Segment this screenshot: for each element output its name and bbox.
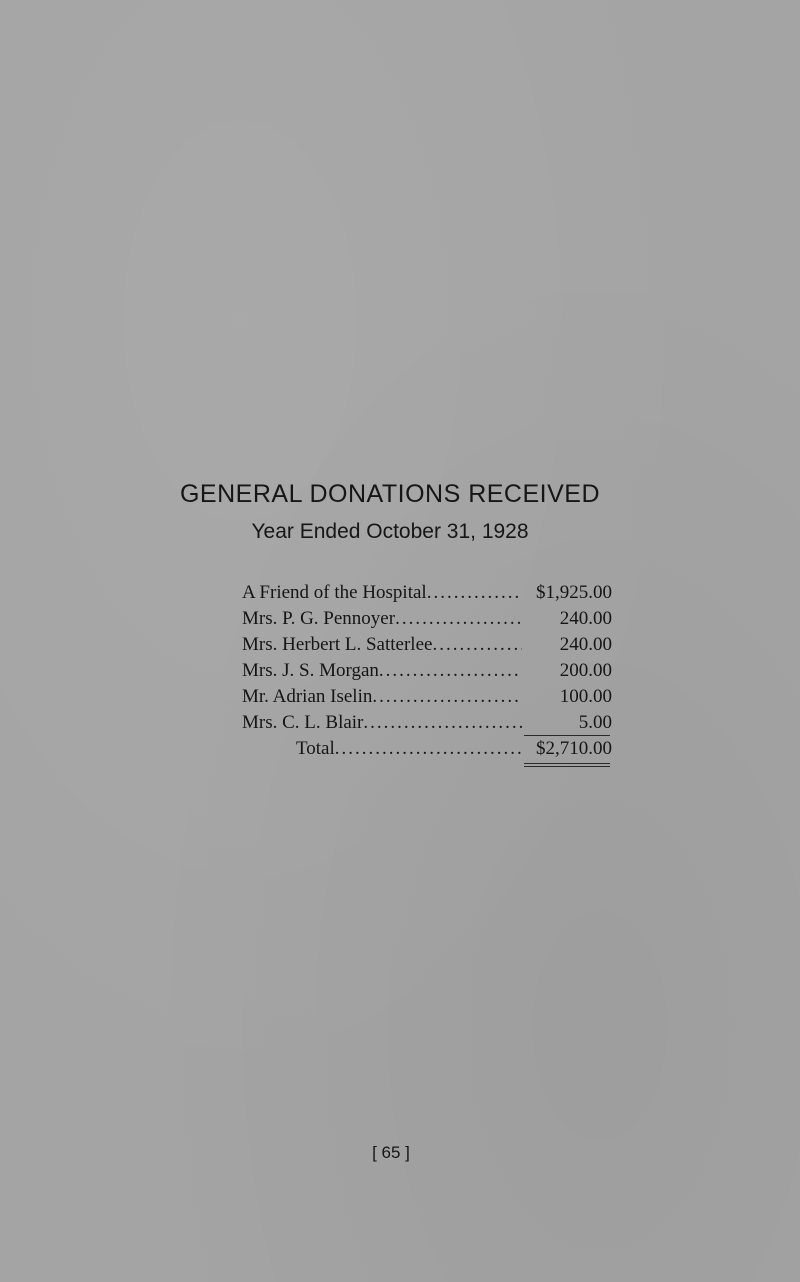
donation-amount: 5.00 (578, 712, 612, 733)
dot-leader (379, 660, 522, 682)
donor-name: Mrs. P. G. Pennoyer (242, 608, 396, 629)
dot-leader (395, 608, 522, 630)
total-section (296, 738, 612, 764)
dot-leader (432, 634, 522, 656)
donation-row (242, 582, 612, 608)
donations-list (242, 582, 612, 738)
donation-amount: 240.00 (559, 634, 612, 655)
donor-name: Mrs. J. S. Morgan (242, 660, 379, 681)
donor-name: Mrs. Herbert L. Satterlee (242, 634, 433, 655)
dot-leader (363, 712, 522, 734)
total-rule-top (524, 735, 610, 736)
donor-name: Mr. Adrian Iselin (242, 686, 373, 707)
donation-amount: 200.00 (559, 660, 612, 681)
total-amount: $2,710.00 (536, 738, 612, 759)
donation-amount: 100.00 (559, 686, 612, 707)
page-number: [ 65 ] (372, 1143, 410, 1162)
donation-row (242, 660, 612, 686)
page-subtitle: Year Ended October 31, 1928 (251, 520, 529, 543)
donation-amount: $1,925.00 (536, 582, 612, 603)
dot-leader (335, 738, 522, 760)
donation-row (242, 608, 612, 634)
total-row (296, 738, 612, 764)
page-title: GENERAL DONATIONS RECEIVED (179, 480, 601, 508)
donation-row (242, 686, 612, 712)
total-double-rule (524, 763, 610, 767)
donation-amount: 240.00 (559, 608, 612, 629)
total-label: Total (296, 738, 335, 759)
dot-leader (372, 686, 522, 708)
dot-leader (427, 582, 522, 604)
donor-name: Mrs. C. L. Blair (242, 712, 364, 733)
donor-name: A Friend of the Hospital (242, 582, 427, 603)
donation-row (242, 634, 612, 660)
